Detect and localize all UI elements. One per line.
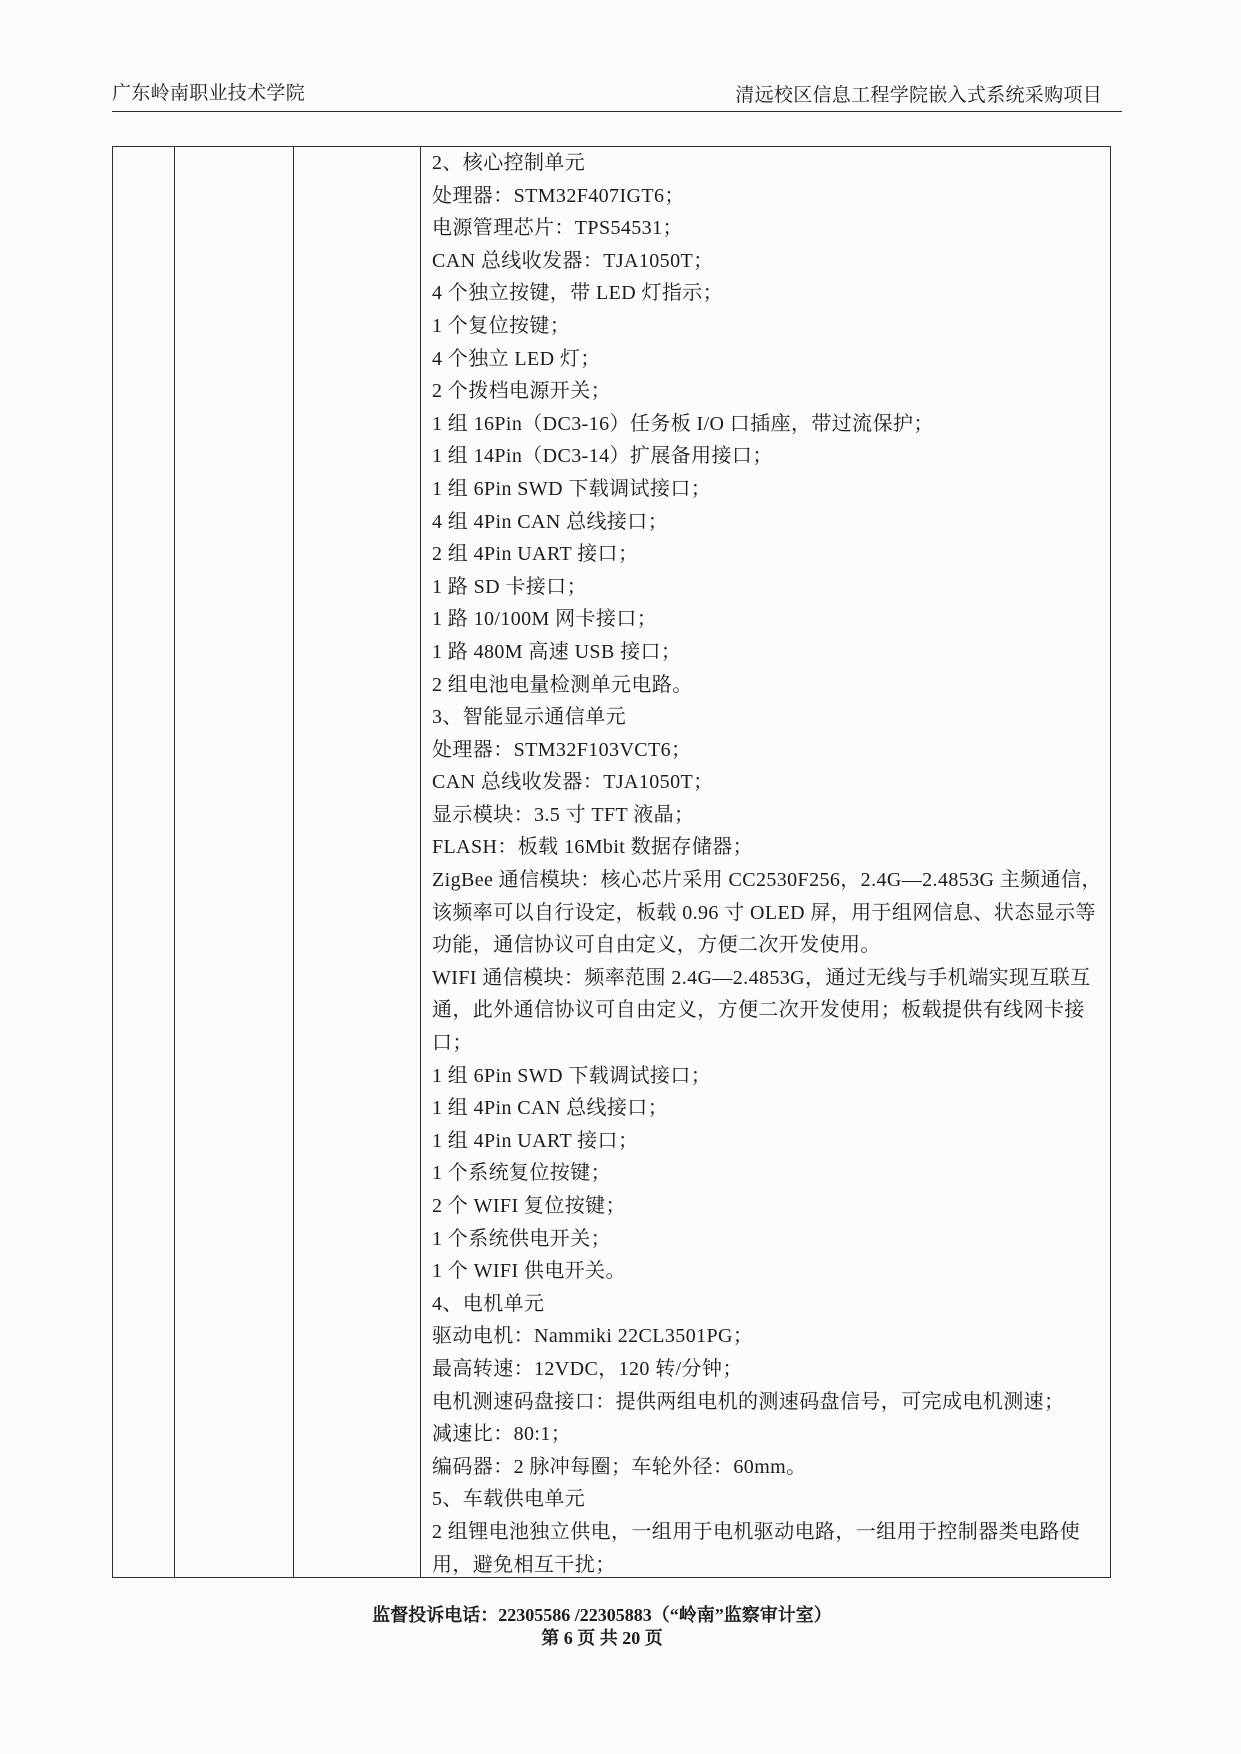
spec-line: 2、核心控制单元	[432, 152, 586, 174]
spec-line: 1 组 6Pin SWD 下载调试接口；	[432, 1064, 712, 1087]
spec-line: FLASH：板载 16Mbit 数据存储器；	[432, 836, 754, 859]
spec-line: 1 个 WIFI 供电开关。	[432, 1260, 626, 1283]
spec-line: 1 个系统复位按键；	[432, 1162, 611, 1185]
spec-line: 5、车载供电单元	[432, 1488, 586, 1511]
spec-line: 驱动电机：Nammiki 22CL3501PG；	[432, 1325, 754, 1348]
spec-text-block	[421, 147, 1110, 1577]
spec-line: CAN 总线收发器：TJA1050T；	[432, 249, 714, 272]
spec-line: 该频率可以自行设定，板载 0.96 寸 OLED 屏，用于组网信息、状态显示等	[432, 901, 1096, 924]
spec-line: 1 组 6Pin SWD 下载调试接口；	[432, 477, 712, 500]
table-cell-index	[113, 147, 175, 1578]
spec-line: 4 个独立按键，带 LED 灯指示；	[432, 282, 724, 305]
spec-line: 1 组 14Pin（DC3-14）扩展备用接口；	[432, 445, 773, 468]
table-cell-specs	[421, 147, 1111, 1578]
spec-line: 口；	[432, 1032, 473, 1055]
table-cell-name	[175, 147, 294, 1578]
spec-line: 1 组 4Pin CAN 总线接口；	[432, 1097, 669, 1120]
spec-table	[112, 146, 1111, 1578]
spec-line: 2 组锂电池独立供电，一组用于电机驱动电路，一组用于控制器类电路使	[432, 1520, 1081, 1543]
spec-line: 电机测速码盘接口：提供两组电机的测速码盘信号，可完成电机测速；	[432, 1390, 1065, 1413]
header-divider	[112, 111, 1122, 112]
spec-line: 功能，通信协议可自由定义，方便二次开发使用。	[432, 934, 881, 957]
footer-page-number: 第 6 页 共 20 页	[541, 1628, 663, 1648]
table-cell-item	[294, 147, 421, 1578]
spec-line: 显示模块：3.5 寸 TFT 液晶；	[432, 803, 695, 826]
spec-line: 1 路 480M 高速 USB 接口；	[432, 640, 682, 663]
spec-line: 4 组 4Pin CAN 总线接口；	[432, 510, 669, 533]
spec-line: 电源管理芯片：TPS54531；	[432, 217, 683, 240]
spec-line: 2 组 4Pin UART 接口；	[432, 543, 639, 566]
spec-line: 用，避免相互干扰；	[432, 1553, 616, 1576]
spec-line: 2 个拨档电源开关；	[432, 380, 611, 403]
spec-line: 1 路 SD 卡接口；	[432, 575, 587, 598]
header-institution: 广东岭南职业技术学院	[112, 83, 306, 104]
spec-line: 1 组 4Pin UART 接口；	[432, 1129, 639, 1152]
spec-line: 处理器：STM32F407IGT6；	[432, 184, 685, 207]
spec-line: ZigBee 通信模块：核心芯片采用 CC2530F256，2.4G—2.4853G 主频通信，	[432, 869, 1102, 892]
spec-line: 1 个复位按键；	[432, 314, 571, 337]
spec-line: 4、电机单元	[432, 1292, 545, 1315]
table-row	[113, 147, 1111, 1578]
spec-line: 减速比：80:1；	[432, 1423, 572, 1446]
spec-line: 1 组 16Pin（DC3-16）任务板 I/O 口插座，带过流保护；	[432, 412, 934, 435]
spec-line: 4 个独立 LED 灯；	[432, 347, 601, 370]
spec-line: 最高转速：12VDC，120 转/分钟；	[432, 1357, 743, 1380]
spec-line: 通，此外通信协议可自由定义，方便二次开发使用；板载提供有线网卡接	[432, 999, 1085, 1022]
spec-line: CAN 总线收发器：TJA1050T；	[432, 771, 714, 794]
spec-line: WIFI 通信模块：频率范围 2.4G—2.4853G，通过无线与手机端实现互联互	[432, 966, 1091, 989]
spec-line: 处理器：STM32F103VCT6；	[432, 738, 692, 761]
spec-line: 编码器：2 脉冲每圈；车轮外径：60mm。	[432, 1455, 807, 1478]
header-project-title: 清远校区信息工程学院嵌入式系统采购项目	[735, 85, 1102, 106]
spec-line: 1 个系统供电开关；	[432, 1227, 611, 1250]
spec-line: 1 路 10/100M 网卡接口；	[432, 608, 658, 631]
spec-line: 2 组电池电量检测单元电路。	[432, 673, 693, 696]
footer-contact: 监督投诉电话：22305586 /22305883（“岭南”监察审计室）	[372, 1605, 832, 1625]
spec-line: 3、智能显示通信单元	[432, 706, 626, 729]
spec-line: 2 个 WIFI 复位按键；	[432, 1195, 626, 1217]
